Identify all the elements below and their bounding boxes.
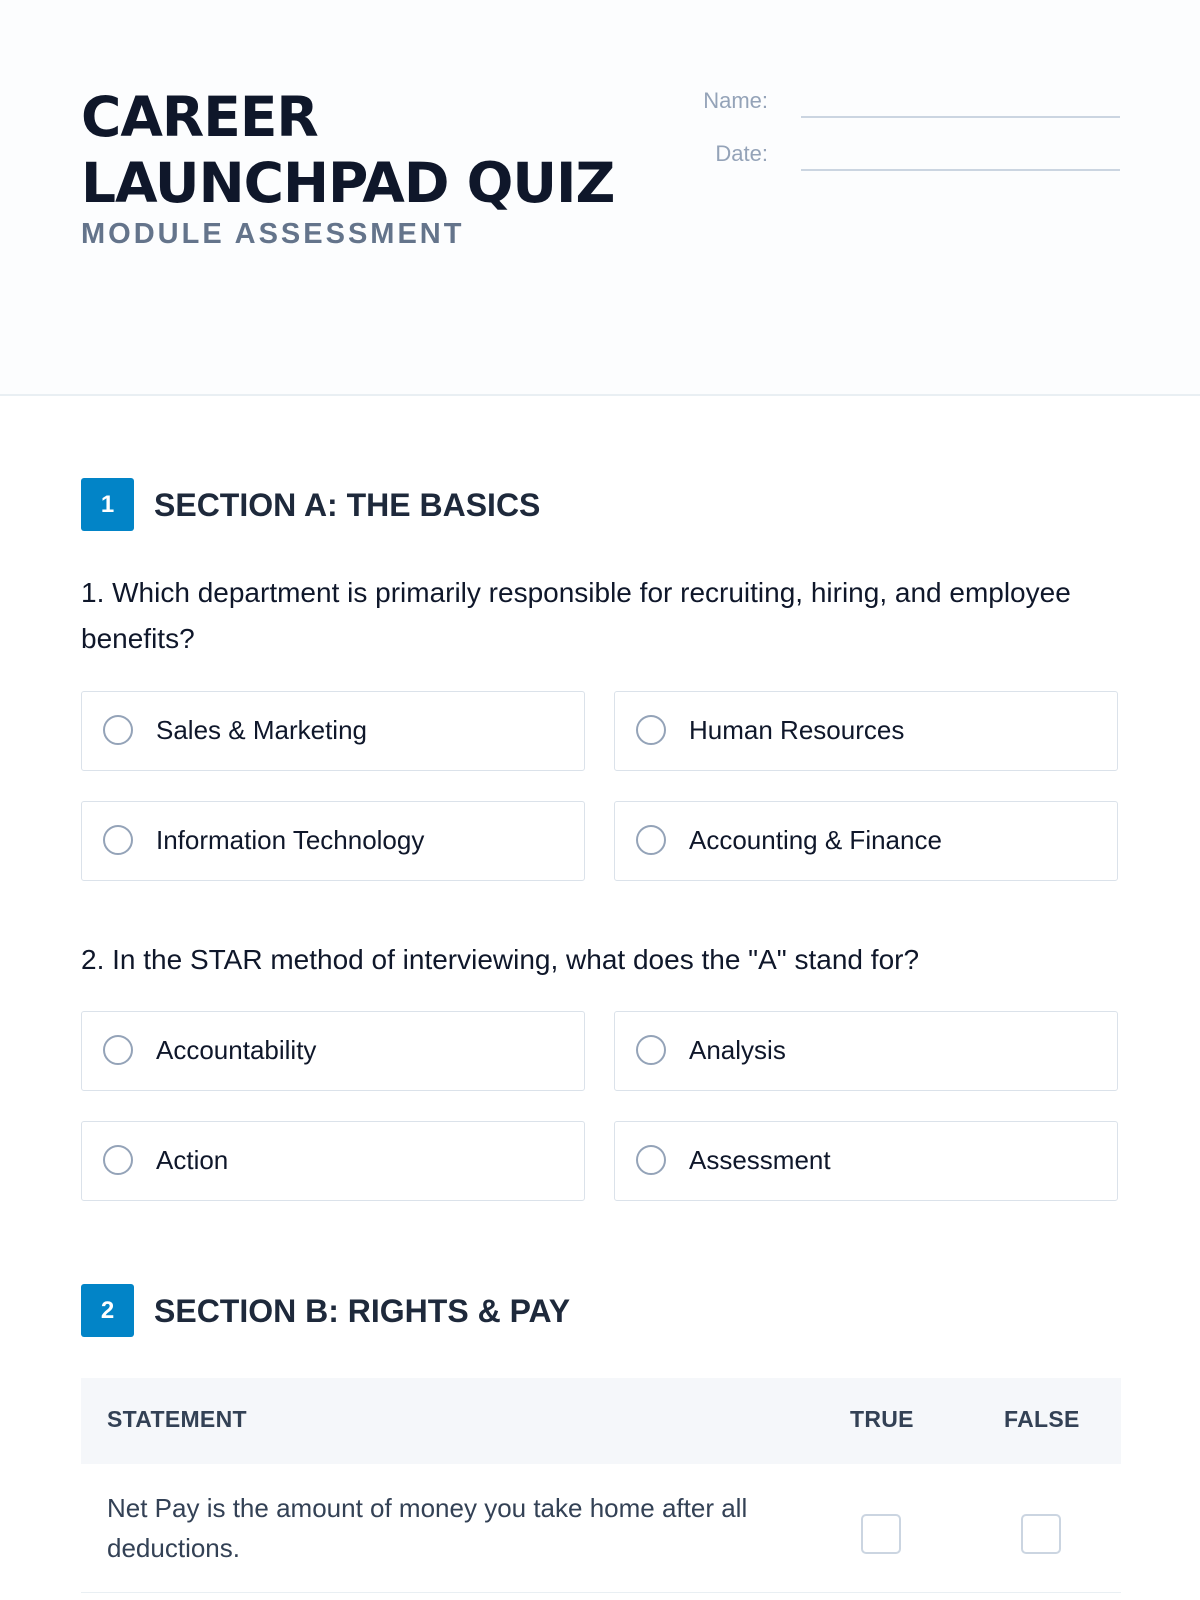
table-row bbox=[81, 1464, 1121, 1593]
column-header-statement: STATEMENT bbox=[107, 1406, 247, 1432]
page-title bbox=[81, 84, 614, 216]
radio-button[interactable] bbox=[636, 715, 666, 745]
answer-option[interactable] bbox=[81, 691, 585, 771]
radio-button[interactable] bbox=[636, 1145, 666, 1175]
answer-option[interactable] bbox=[614, 1121, 1118, 1201]
true-false-table bbox=[81, 1378, 1121, 1593]
answer-option[interactable] bbox=[81, 1121, 585, 1201]
date-field[interactable] bbox=[801, 169, 1120, 171]
section-title: SECTION B: RIGHTS & PAY bbox=[154, 1293, 571, 1329]
section-title: SECTION A: THE BASICS bbox=[154, 487, 541, 523]
date-label: Date: bbox=[715, 141, 768, 166]
radio-button[interactable] bbox=[636, 825, 666, 855]
page-subtitle: MODULE ASSESSMENT bbox=[81, 218, 465, 250]
question-2: 2. In the STAR method of interviewing, what does the "A" stand for? bbox=[81, 944, 920, 975]
answer-option[interactable] bbox=[614, 801, 1118, 881]
radio-button[interactable] bbox=[103, 715, 133, 745]
answer-option[interactable] bbox=[81, 1011, 585, 1091]
page-header bbox=[0, 0, 1200, 396]
radio-button[interactable] bbox=[103, 1035, 133, 1065]
true-checkbox[interactable] bbox=[861, 1514, 901, 1554]
option-label: Assessment bbox=[689, 1145, 831, 1175]
title-line-1: CAREER bbox=[81, 85, 318, 149]
radio-button[interactable] bbox=[103, 825, 133, 855]
name-label: Name: bbox=[703, 88, 768, 113]
question-1: 1. Which department is primarily responsible for recruiting, hiring, and employee benefits? bbox=[81, 577, 1071, 654]
false-checkbox[interactable] bbox=[1021, 1514, 1061, 1554]
answer-option[interactable] bbox=[614, 691, 1118, 771]
answer-option[interactable] bbox=[81, 801, 585, 881]
option-label: Analysis bbox=[689, 1035, 786, 1065]
column-header-true: TRUE bbox=[850, 1406, 914, 1432]
section-number-badge: 2 bbox=[81, 1284, 134, 1337]
radio-button[interactable] bbox=[103, 1145, 133, 1175]
option-label: Human Resources bbox=[689, 715, 905, 745]
name-field[interactable] bbox=[801, 116, 1120, 118]
section-number-badge: 1 bbox=[81, 478, 134, 531]
title-line-2: LAUNCHPAD QUIZ bbox=[81, 151, 615, 215]
date-field-row bbox=[680, 135, 1120, 175]
option-label: Accounting & Finance bbox=[689, 825, 942, 855]
name-field-row bbox=[680, 82, 1120, 122]
option-label: Action bbox=[156, 1145, 229, 1175]
answer-option[interactable] bbox=[614, 1011, 1118, 1091]
option-label: Accountability bbox=[156, 1035, 317, 1065]
column-header-false: FALSE bbox=[1004, 1406, 1080, 1432]
statement-text: Net Pay is the amount of money you take home after all deductions. bbox=[107, 1493, 748, 1563]
table-header-row bbox=[81, 1378, 1121, 1464]
option-label: Information Technology bbox=[156, 825, 425, 855]
radio-button[interactable] bbox=[636, 1035, 666, 1065]
option-label: Sales & Marketing bbox=[156, 715, 367, 745]
